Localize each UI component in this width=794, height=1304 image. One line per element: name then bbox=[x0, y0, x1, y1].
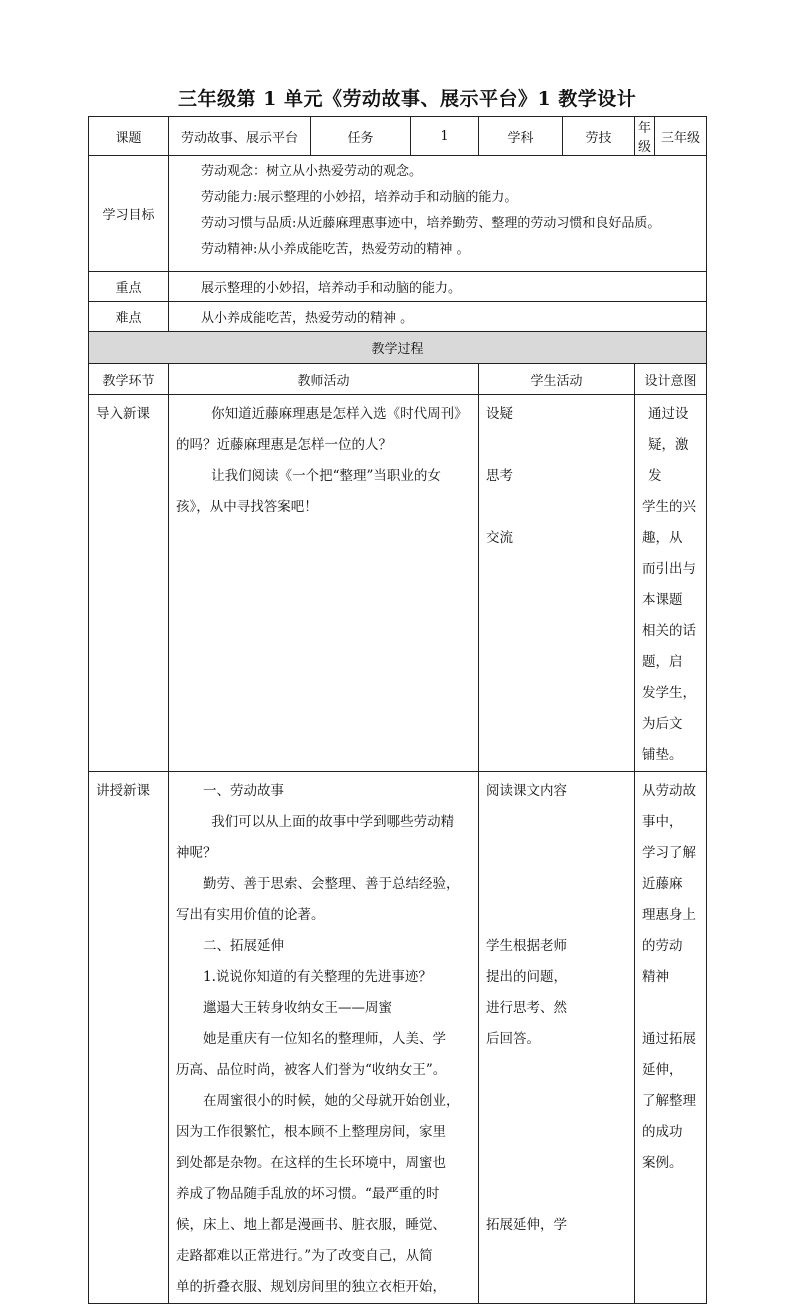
teacher-line: 的吗？近藤麻理惠是怎样一位的人？ bbox=[176, 437, 392, 453]
difficulty-text: 从小养成能吃苦，热爱劳动的精神 。 bbox=[169, 302, 707, 332]
intent-line: 通过拓展延伸， bbox=[642, 1031, 696, 1078]
grade-label: 年级 bbox=[635, 117, 655, 156]
col-stage: 教学环节 bbox=[89, 364, 169, 395]
teach-student bbox=[479, 772, 635, 1304]
difficulty-row bbox=[89, 302, 707, 332]
intro-stage: 导入新课 bbox=[89, 395, 169, 772]
student-line: 提出的问题， bbox=[486, 969, 567, 985]
subject-value: 劳技 bbox=[563, 117, 635, 156]
intent-line: 发学生，为后文 bbox=[642, 685, 696, 732]
teacher-line: 你知道近藤麻理惠是怎样入选《时代周刊》 bbox=[211, 406, 468, 422]
teach-teacher bbox=[169, 772, 479, 1304]
difficulty-label: 难点 bbox=[89, 302, 169, 332]
key-point-label: 重点 bbox=[89, 272, 169, 302]
student-line: 学生根据老师 bbox=[486, 938, 567, 954]
teacher-line: 走路都难以正常进行。”为了改变自己，从简 bbox=[176, 1248, 433, 1264]
student-line: 阅读课文内容 bbox=[486, 783, 567, 799]
column-header-row bbox=[89, 364, 707, 395]
teacher-line: 二、拓展延伸 bbox=[203, 938, 284, 954]
col-student: 学生活动 bbox=[479, 364, 635, 395]
teacher-line: 孩》，从中寻找答案吧！ bbox=[176, 499, 318, 515]
teacher-line: 写出有实用价值的论著。 bbox=[176, 907, 325, 923]
teacher-line: 勤劳、善于思索、会整理、善于总结经验， bbox=[203, 876, 460, 892]
header-row bbox=[89, 117, 707, 156]
col-intent: 设计意图 bbox=[635, 364, 707, 395]
lesson-plan-table bbox=[88, 116, 707, 1304]
col-teacher: 教师活动 bbox=[169, 364, 479, 395]
goals-content bbox=[169, 156, 707, 272]
teacher-line: 神呢？ bbox=[176, 845, 217, 861]
course-label: 课题 bbox=[89, 117, 169, 156]
teach-stage: 讲授新课 bbox=[89, 772, 169, 1304]
teacher-line: 在周蜜很小的时候，她的父母就开始创业， bbox=[203, 1093, 460, 1109]
intent-line: 而引出与本课题 bbox=[642, 561, 696, 608]
student-line: 设疑 bbox=[486, 406, 513, 422]
process-header-row bbox=[89, 332, 707, 364]
key-point-row bbox=[89, 272, 707, 302]
teacher-line: 让我们阅读《一个把“整理”当职业的女 bbox=[211, 468, 441, 484]
intent-line: 了解整理的成功 bbox=[642, 1093, 696, 1140]
student-line: 进行思考、然 bbox=[486, 1000, 567, 1016]
teacher-line: 她是重庆有一位知名的整理师，人美、学 bbox=[203, 1031, 446, 1047]
intent-line: 通过设疑，激发 bbox=[648, 406, 689, 484]
intent-line: 理惠身上的劳动 bbox=[642, 907, 696, 954]
goals-label: 学习目标 bbox=[89, 156, 169, 272]
teacher-line: 一、劳动故事 bbox=[203, 783, 284, 799]
teacher-line: 1.说说你知道的有关整理的先进事迹？ bbox=[203, 969, 432, 985]
intro-row bbox=[89, 395, 707, 772]
teach-row bbox=[89, 772, 707, 1304]
teach-intent bbox=[635, 772, 707, 1304]
goal-line: 劳动能力:展示整理的小妙招，培养动手和动脑的能力。 bbox=[201, 190, 518, 205]
teacher-line: 历高、品位时尚，被客人们誉为“收纳女王”。 bbox=[176, 1062, 447, 1078]
intro-teacher bbox=[169, 395, 479, 772]
intent-line: 学习了解近藤麻 bbox=[642, 845, 696, 892]
key-point-text: 展示整理的小妙招，培养动手和动脑的能力。 bbox=[169, 272, 707, 302]
intent-line: 铺垫。 bbox=[642, 747, 683, 763]
student-line: 后回答。 bbox=[486, 1031, 540, 1047]
intent-line: 精神 bbox=[642, 969, 669, 985]
intent-line: 从劳动故事中， bbox=[642, 783, 696, 830]
intro-intent bbox=[635, 395, 707, 772]
subject-label: 学科 bbox=[479, 117, 563, 156]
teacher-line: 养成了物品随手乱放的坏习惯。“最严重的时 bbox=[176, 1186, 440, 1202]
teacher-line: 候，床上、地上都是漫画书、脏衣服，睡觉、 bbox=[176, 1217, 446, 1233]
intro-student bbox=[479, 395, 635, 772]
task-label: 任务 bbox=[311, 117, 411, 156]
teacher-line: 我们可以从上面的故事中学到哪些劳动精 bbox=[211, 814, 455, 830]
task-value: 1 bbox=[411, 117, 479, 156]
goal-line: 劳动观念：树立从小热爱劳动的观念。 bbox=[201, 164, 423, 179]
process-header: 教学过程 bbox=[89, 332, 707, 364]
goals-row bbox=[89, 156, 707, 272]
intent-line: 学生的兴趣，从 bbox=[642, 499, 696, 546]
student-line: 思考 bbox=[486, 468, 513, 484]
teacher-line: 邋遢大王转身收纳女王——周蜜 bbox=[203, 1000, 392, 1016]
course-value: 劳动故事、展示平台 bbox=[169, 117, 311, 156]
student-line: 拓展延伸，学 bbox=[486, 1217, 567, 1233]
intent-line: 案例。 bbox=[642, 1155, 683, 1171]
teacher-line: 因为工作很繁忙，根本顾不上整理房间，家里 bbox=[176, 1124, 446, 1140]
teacher-line: 到处都是杂物。在这样的生长环境中，周蜜也 bbox=[176, 1155, 446, 1171]
student-line: 交流 bbox=[486, 530, 513, 546]
teacher-line: 单的折叠衣服、规划房间里的独立衣柜开始， bbox=[176, 1279, 446, 1295]
goal-line: 劳动精神:从小养成能吃苦，热爱劳动的精神 。 bbox=[201, 242, 470, 257]
intent-line: 相关的话题，启 bbox=[642, 623, 696, 670]
grade-value: 三年级 bbox=[655, 117, 707, 156]
page-title: 三年级第 1 单元《劳动故事、展示平台》1 教学设计 bbox=[178, 88, 637, 110]
goal-line: 劳动习惯与品质:从近藤麻理惠事迹中，培养勤劳、整理的劳动习惯和良好品质。 bbox=[201, 216, 661, 231]
